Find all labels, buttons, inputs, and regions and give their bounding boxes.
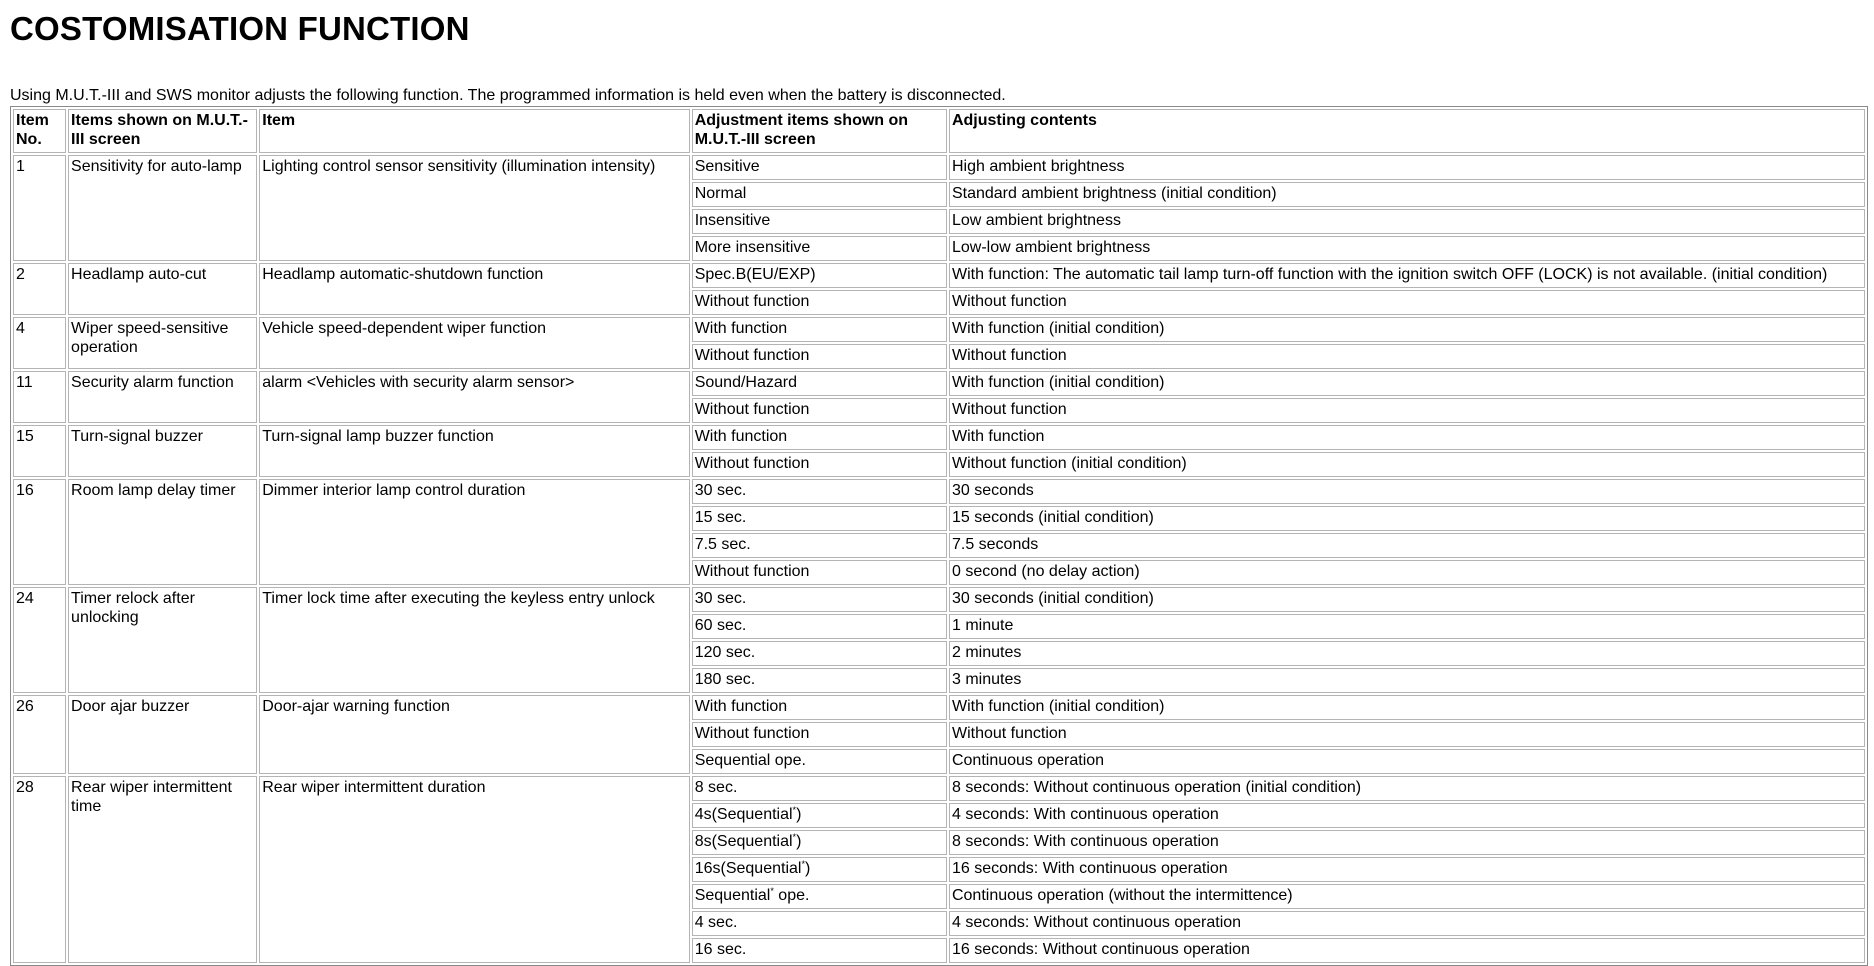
item-description-cell: Vehicle speed-dependent wiper function [259, 317, 689, 369]
mut-item-cell: Security alarm function [68, 371, 257, 423]
header-adjustment-items: Adjustment items shown on M.U.T.-III screen [692, 109, 947, 153]
footnote-asterisk: * [792, 805, 797, 815]
adjustment-item-text: 15 sec. [694, 509, 747, 526]
adjusting-contents-cell: 16 seconds: Without continuous operation [949, 938, 1865, 963]
adjustment-item-suffix: ope. [773, 887, 810, 904]
header-item-no: Item No. [13, 109, 66, 153]
adjusting-contents-cell: 3 minutes [949, 668, 1865, 693]
adjusting-contents-cell: Continuous operation [949, 749, 1865, 774]
header-adjusting-contents: Adjusting contents [949, 109, 1865, 153]
adjustment-item-text: Sound/Hazard [694, 374, 797, 391]
adjustment-item-suffix: ) [804, 860, 811, 877]
table-row [13, 317, 1865, 342]
adjustment-item-cell [692, 695, 947, 720]
table-row [13, 776, 1865, 801]
adjustment-item-cell [692, 776, 947, 801]
adjusting-contents-cell: With function (initial condition) [949, 695, 1865, 720]
adjusting-contents-cell: Without function [949, 722, 1865, 747]
table-row [13, 155, 1865, 180]
mut-item-cell: Rear wiper intermittent time [68, 776, 257, 963]
adjustment-item-cell [692, 371, 947, 396]
adjustment-item-cell [692, 911, 947, 936]
adjustment-item-text: Spec.B(EU/EXP) [694, 266, 816, 283]
adjusting-contents-cell: 30 seconds [949, 479, 1865, 504]
adjustment-item-cell [692, 587, 947, 612]
table-row [13, 263, 1865, 288]
adjustment-item-text: Without function [694, 293, 810, 310]
adjustment-item-cell [692, 830, 947, 855]
adjusting-contents-cell: Without function [949, 344, 1865, 369]
item-description-cell: alarm <Vehicles with security alarm sensor> [259, 371, 689, 423]
mut-item-cell: Room lamp delay timer [68, 479, 257, 585]
adjusting-contents-cell: 0 second (no delay action) [949, 560, 1865, 585]
adjustment-item-text: Sensitive [694, 158, 760, 175]
mut-item-cell: Timer relock after unlocking [68, 587, 257, 693]
item-description-cell: Dimmer interior lamp control duration [259, 479, 689, 585]
adjustment-item-text: More insensitive [694, 239, 811, 256]
mut-item-cell: Sensitivity for auto-lamp [68, 155, 257, 261]
footnote-asterisk: * [801, 859, 805, 869]
adjustment-item-cell [692, 506, 947, 531]
adjustment-item-cell [692, 533, 947, 558]
adjustment-item-text: 7.5 sec. [694, 536, 751, 553]
table-body [13, 155, 1865, 963]
item-number-cell: 4 [13, 317, 66, 369]
adjustment-item-text: 180 sec. [694, 671, 756, 688]
item-number-cell: 2 [13, 263, 66, 315]
item-number-cell: 11 [13, 371, 66, 423]
table-row [13, 371, 1865, 396]
adjustment-item-cell [692, 884, 947, 909]
adjustment-item-text: 120 sec. [694, 644, 756, 661]
intro-text: Using M.U.T.-III and SWS monitor adjusts the following function. The programmed information is held even when the battery is disconnected. [10, 87, 1006, 104]
adjustment-item-text: 60 sec. [694, 617, 747, 634]
adjusting-contents-cell: With function: The automatic tail lamp turn-off function with the ignition switch OFF (LOCK) is not available. (initial condition) [949, 263, 1865, 288]
adjustment-item-text: 30 sec. [694, 590, 747, 607]
adjustment-item-cell [692, 290, 947, 315]
adjustment-item-cell [692, 641, 947, 666]
item-description-cell: Timer lock time after executing the keyless entry unlock [259, 587, 689, 693]
adjustment-item-cell [692, 209, 947, 234]
adjustment-item-text: Sequential [694, 887, 771, 904]
header-mut-items: Items shown on M.U.T.-III screen [68, 109, 257, 153]
table-row [13, 425, 1865, 450]
adjusting-contents-cell: Low ambient brightness [949, 209, 1865, 234]
mut-item-cell: Wiper speed-sensitive operation [68, 317, 257, 369]
adjustment-item-text: With function [694, 428, 788, 445]
adjustment-item-text: Sequential ope. [694, 752, 806, 769]
adjustment-item-cell [692, 317, 947, 342]
adjustment-item-text: Without function [694, 347, 810, 364]
adjustment-item-cell [692, 155, 947, 180]
page-title: COSTOMISATION FUNCTION [10, 10, 470, 47]
adjustment-item-text: 4 sec. [694, 914, 738, 931]
adjustment-item-cell [692, 398, 947, 423]
item-number-cell: 24 [13, 587, 66, 693]
adjustment-item-suffix: ) [796, 806, 802, 823]
item-description-cell: Door-ajar warning function [259, 695, 689, 774]
adjustment-item-suffix: ) [796, 833, 802, 850]
adjusting-contents-cell: Low-low ambient brightness [949, 236, 1865, 261]
adjustment-item-cell [692, 668, 947, 693]
adjustment-item-cell [692, 452, 947, 477]
mut-item-cell: Door ajar buzzer [68, 695, 257, 774]
adjustment-item-text: 4s(Sequential [694, 806, 793, 823]
adjustment-item-cell [692, 857, 947, 882]
mut-item-cell: Turn-signal buzzer [68, 425, 257, 477]
adjustment-item-text: 16s(Sequential [694, 860, 802, 877]
adjustment-item-text: 8 sec. [694, 779, 738, 796]
adjusting-contents-cell: 16 seconds: With continuous operation [949, 857, 1865, 882]
item-number-cell: 26 [13, 695, 66, 774]
item-description-cell: Headlamp automatic-shutdown function [259, 263, 689, 315]
adjusting-contents-cell: Without function [949, 398, 1865, 423]
adjusting-contents-cell: 4 seconds: Without continuous operation [949, 911, 1865, 936]
table-header-row [13, 109, 1865, 153]
adjustment-item-cell [692, 938, 947, 963]
footnote-asterisk: * [770, 886, 774, 896]
adjustment-item-text: Without function [694, 725, 810, 742]
footnote-asterisk: * [792, 832, 797, 842]
table-row [13, 695, 1865, 720]
item-number-cell: 1 [13, 155, 66, 261]
header-item: Item [259, 109, 689, 153]
adjusting-contents-cell: Continuous operation (without the intermittence) [949, 884, 1865, 909]
table-row [13, 587, 1865, 612]
adjustment-item-text: With function [694, 698, 788, 715]
adjusting-contents-cell: High ambient brightness [949, 155, 1865, 180]
adjustment-item-text: Normal [694, 185, 747, 202]
adjustment-item-text: Insensitive [694, 212, 771, 229]
item-number-cell: 16 [13, 479, 66, 585]
item-description-cell: Rear wiper intermittent duration [259, 776, 689, 963]
item-number-cell: 15 [13, 425, 66, 477]
adjustment-item-text: Without function [694, 455, 810, 472]
adjustment-item-cell [692, 479, 947, 504]
customisation-table [10, 106, 1868, 966]
adjustment-item-text: Without function [694, 563, 810, 580]
mut-item-cell: Headlamp auto-cut [68, 263, 257, 315]
adjustment-item-cell [692, 425, 947, 450]
adjusting-contents-cell: With function [949, 425, 1865, 450]
adjusting-contents-cell: 1 minute [949, 614, 1865, 639]
adjustment-item-cell [692, 182, 947, 207]
adjustment-item-cell [692, 722, 947, 747]
adjusting-contents-cell: With function (initial condition) [949, 317, 1865, 342]
adjustment-item-cell [692, 749, 947, 774]
adjusting-contents-cell: 8 seconds: Without continuous operation (initial condition) [949, 776, 1865, 801]
adjusting-contents-cell: Standard ambient brightness (initial condition) [949, 182, 1865, 207]
table-row [13, 479, 1865, 504]
adjusting-contents-cell: 7.5 seconds [949, 533, 1865, 558]
adjusting-contents-cell: Without function [949, 290, 1865, 315]
adjusting-contents-cell: 2 minutes [949, 641, 1865, 666]
adjustment-item-cell [692, 803, 947, 828]
adjustment-item-text: With function [694, 320, 788, 337]
adjusting-contents-cell: 8 seconds: With continuous operation [949, 830, 1865, 855]
adjustment-item-text: 16 sec. [694, 941, 747, 958]
adjustment-item-cell [692, 344, 947, 369]
adjustment-item-cell [692, 560, 947, 585]
item-description-cell: Turn-signal lamp buzzer function [259, 425, 689, 477]
adjustment-item-cell [692, 236, 947, 261]
adjustment-item-text: 30 sec. [694, 482, 747, 499]
adjusting-contents-cell: 15 seconds (initial condition) [949, 506, 1865, 531]
adjusting-contents-cell: 4 seconds: With continuous operation [949, 803, 1865, 828]
adjusting-contents-cell: 30 seconds (initial condition) [949, 587, 1865, 612]
adjustment-item-cell [692, 614, 947, 639]
adjusting-contents-cell: With function (initial condition) [949, 371, 1865, 396]
adjusting-contents-cell: Without function (initial condition) [949, 452, 1865, 477]
adjustment-item-cell [692, 263, 947, 288]
item-number-cell: 28 [13, 776, 66, 963]
adjustment-item-text: Without function [694, 401, 810, 418]
adjustment-item-text: 8s(Sequential [694, 833, 793, 850]
item-description-cell: Lighting control sensor sensitivity (illumination intensity) [259, 155, 689, 261]
